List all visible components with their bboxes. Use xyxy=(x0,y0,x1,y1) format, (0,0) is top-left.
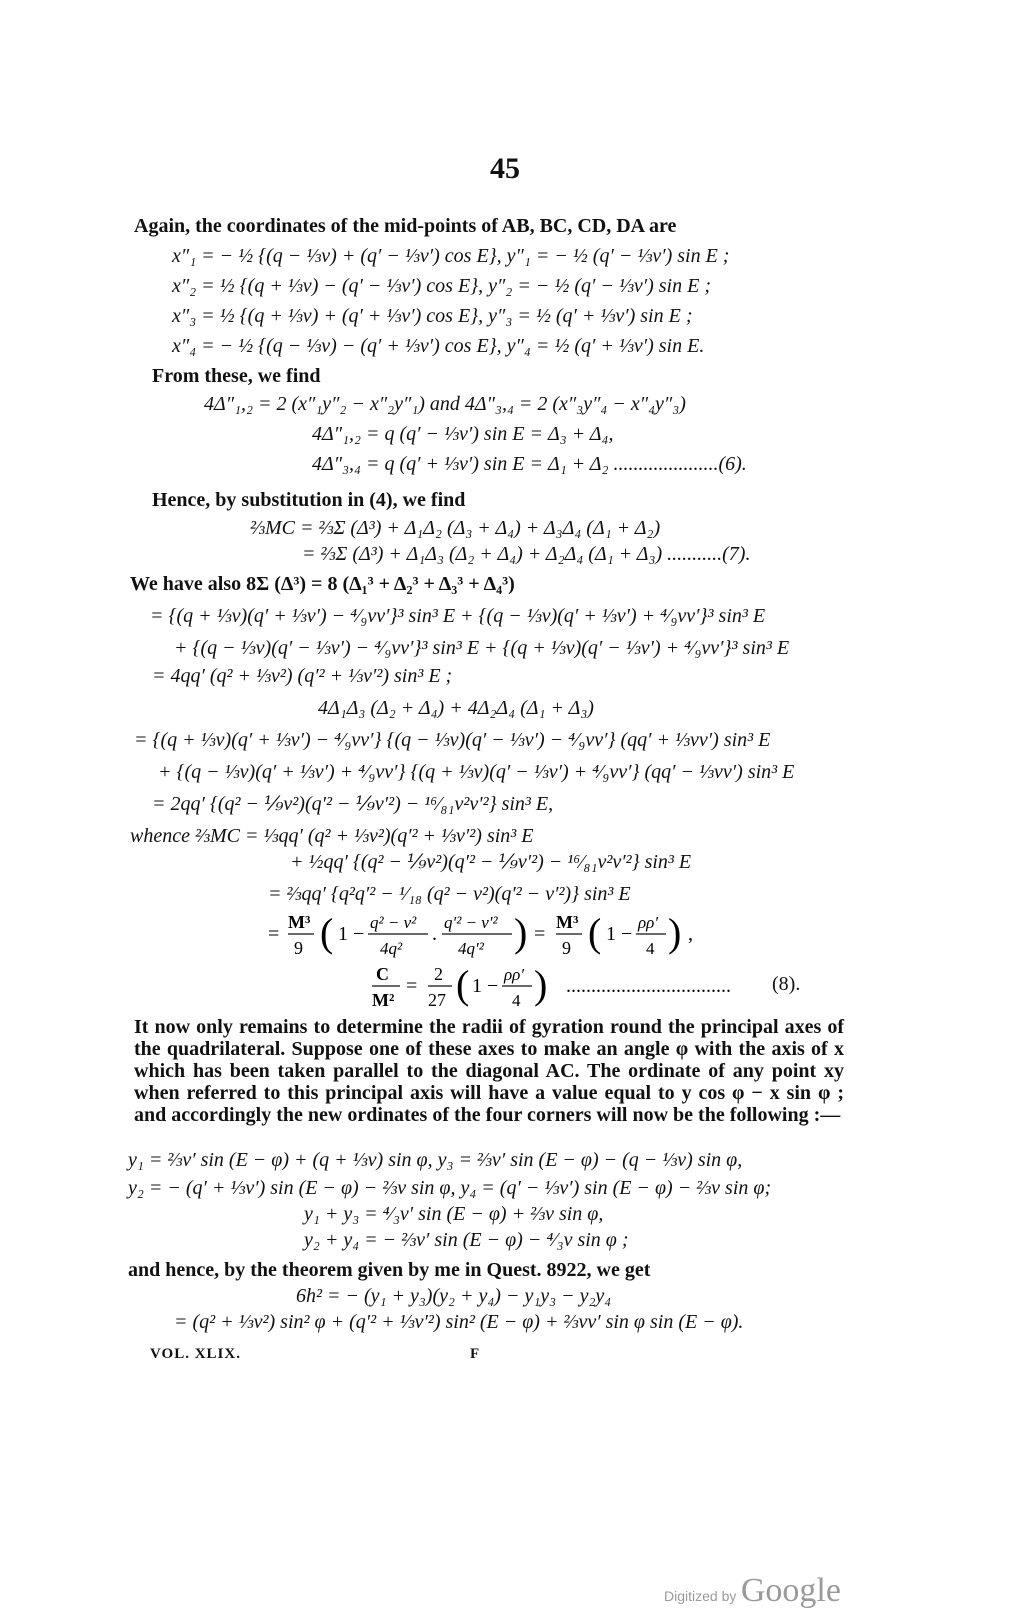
equation-line: 4Δ″₁,₂ = q (q′ − ⅓v′) sin E = Δ₃ + Δ₄, xyxy=(312,423,614,445)
den-27: 27 xyxy=(428,990,446,1010)
equation-line: y₁ = ⅔v′ sin (E − φ) + (q + ⅓v) sin φ, y₃ = ⅔v′ sin (E − φ) − (q − ⅓v) sin φ, xyxy=(128,1149,743,1171)
page-number: 45 xyxy=(490,152,520,185)
den-4: 4 xyxy=(646,939,655,958)
one-minus: 1 − xyxy=(338,923,365,945)
one-minus: 1 − xyxy=(472,975,499,997)
num-2: 2 xyxy=(434,964,443,984)
equation-number: (8). xyxy=(772,973,801,995)
text-line: We have also 8Σ (Δ³) = 8 (Δ₁³ + Δ₂³ + Δ₃³ + Δ₄³) xyxy=(130,573,515,595)
left-paren: ( xyxy=(588,910,602,955)
equation-line: x″₁ = − ½ {(q − ⅓v) + (q′ − ⅓v′) cos E}, y″₁ = − ½ (q′ − ⅓v′) sin E ; xyxy=(172,245,730,267)
equation-line: = {(q + ⅓v)(q′ + ⅓v′) − ⁴⁄₉vv′} {(q − ⅓v)(q′ − ⅓v′) − ⁴⁄₉vv′} (qq′ + ⅓vv′) sin³ E xyxy=(134,729,771,751)
fraction-svg xyxy=(268,908,708,960)
left-paren: ( xyxy=(456,962,470,1007)
equals-sign: = xyxy=(268,923,280,945)
right-paren: ) xyxy=(514,910,528,955)
equation-line: x″₄ = − ½ {(q − ⅓v) − (q′ + ⅓v′) cos E}, y″₄ = ½ (q′ + ⅓v′) sin E. xyxy=(172,335,705,357)
fraction-svg xyxy=(372,960,812,1010)
signature-mark: F xyxy=(470,1346,481,1362)
text-line: From these, we find xyxy=(152,365,321,387)
num-rho: ρρ′ xyxy=(504,965,525,984)
numerator-m3: M³ xyxy=(556,912,579,932)
equation-line: = {(q + ⅓v)(q′ + ⅓v′) − ⁴⁄₉vv′}³ sin³ E + {(q − ⅓v)(q′ + ⅓v′) + ⁴⁄₉vv′}³ sin³ E xyxy=(150,605,766,627)
denominator-9: 9 xyxy=(562,938,571,958)
equation-line: = 2qq′ {(q² − ⅑v²)(q′² − ⅑v′²) − ¹⁶⁄₈₁v²v′²} sin³ E, xyxy=(152,793,554,815)
equation-line: whence ⅔MC = ⅓qq′ (q² + ⅓v²)(q′² + ⅓v′²) sin³ E xyxy=(130,825,534,847)
equation-line: 6h² = − (y₁ + y₃)(y₂ + y₄) − y₁y₃ − y₂y₄ xyxy=(296,1285,612,1307)
equation-line: + ½qq′ {(q² − ⅑v²)(q′² − ⅑v′²) − ¹⁶⁄₈₁v²v′²} sin³ E xyxy=(290,851,692,873)
left-paren: ( xyxy=(320,910,334,955)
equation-line: + {(q − ⅓v)(q′ − ⅓v′) − ⁴⁄₉vv′}³ sin³ E + {(q + ⅓v)(q′ − ⅓v′) + ⁴⁄₉vv′}³ sin³ E xyxy=(174,637,790,659)
text-line: Again, the coordinates of the mid-points of AB, BC, CD, DA are xyxy=(134,215,677,237)
equation-line: x″₂ = ½ {(q + ⅓v) − (q′ − ⅓v′) cos E}, y″₂ = − ½ (q′ − ⅓v′) sin E ; xyxy=(172,275,711,297)
equation-line: = 4qq′ (q² + ⅓v²) (q′² + ⅓v′²) sin³ E ; xyxy=(152,665,453,687)
num-c: C xyxy=(376,964,389,984)
fraction-equation xyxy=(268,908,708,960)
watermark-small-text: Digitized by xyxy=(664,1588,737,1604)
num-q2v2: q² − v² xyxy=(370,913,417,932)
watermark-logo-text: Google xyxy=(740,1572,841,1609)
comma: , xyxy=(688,923,693,945)
denominator-9: 9 xyxy=(294,938,303,958)
equation-line: y₁ + y₃ = ⁴⁄₃v′ sin (E − φ) + ⅔v sin φ, xyxy=(304,1203,604,1225)
equation-line: 4Δ″₃,₄ = q (q′ + ⅓v′) sin E = Δ₁ + Δ₂ .....................(6). xyxy=(312,453,747,475)
equation-line: = ⅔Σ (Δ³) + Δ₁Δ₃ (Δ₂ + Δ₄) + Δ₂Δ₄ (Δ₁ + Δ₃) ...........(7). xyxy=(302,543,751,565)
text-line: and hence, by the theorem given by me in Quest. 8922, we get xyxy=(128,1259,651,1281)
digitized-by-google-watermark xyxy=(664,1572,841,1610)
equation-line: + {(q − ⅓v)(q′ + ⅓v′) + ⁴⁄₉vv′} {(q + ⅓v)(q′ − ⅓v′) + ⁴⁄₉vv′} (qq′ − ⅓vv′) sin³ E xyxy=(158,761,795,783)
leader-dots: ................................. xyxy=(566,975,731,997)
dot: . xyxy=(432,923,437,945)
right-paren: ) xyxy=(534,962,548,1007)
one-minus: 1 − xyxy=(606,923,633,945)
equation-line: = ⅔qq′ {q²q′² − ¹⁄₁₈ (q² − v²)(q′² − v′²)} sin³ E xyxy=(268,883,631,905)
equation-line: x″₃ = ½ {(q + ⅓v) + (q′ + ⅓v′) cos E}, y″₃ = ½ (q′ + ⅓v′) sin E ; xyxy=(172,305,693,327)
den-4: 4 xyxy=(512,991,521,1010)
paragraph: It now only remains to determine the radii of gyration round the principal axes of the quadrilateral. Suppose one of these axes to make an angle φ with the axis of x which has been taken parallel to the diagonal AC. The ordinate of any point xy when referred to this principal axis will have a value equal to y cos φ − x sin φ ; and accordingly the new ordinates of the four corners will now be the following :— xyxy=(134,1016,844,1126)
num-qp2vp2: q′² − v′² xyxy=(444,913,498,932)
equation-line: y₂ = − (q′ + ⅓v′) sin (E − φ) − ⅔v sin φ, y₄ = (q′ − ⅓v′) sin (E − φ) − ⅔v sin φ; xyxy=(128,1177,772,1199)
num-rho: ρρ′ xyxy=(638,913,659,932)
equals-sign: = xyxy=(406,975,418,997)
den-4q2: 4q² xyxy=(380,939,403,958)
equation-line: 4Δ₁Δ₃ (Δ₂ + Δ₄) + 4Δ₂Δ₄ (Δ₁ + Δ₃) xyxy=(318,697,594,719)
equation-line: 4Δ″₁,₂ = 2 (x″₁y″₂ − x″₂y″₁) and 4Δ″₃,₄ = 2 (x″₃y″₄ − x″₄y″₃) xyxy=(204,393,686,415)
equation-line: y₂ + y₄ = − ⅔v′ sin (E − φ) − ⁴⁄₃v sin φ ; xyxy=(304,1229,629,1251)
volume-label: VOL. XLIX. xyxy=(150,1346,241,1362)
equals-sign: = xyxy=(534,923,546,945)
equation-line: ⅔MC = ⅔Σ (Δ³) + Δ₁Δ₂ (Δ₃ + Δ₄) + Δ₃Δ₄ (Δ₁ + Δ₂) xyxy=(250,517,661,539)
den-m2: M² xyxy=(372,990,395,1010)
numerator-m3: M³ xyxy=(288,912,311,932)
right-paren: ) xyxy=(668,910,682,955)
den-4qp2: 4q′² xyxy=(458,939,484,958)
text-line: Hence, by substitution in (4), we find xyxy=(152,489,466,511)
fraction-equation-8 xyxy=(372,960,812,1010)
equation-line: = (q² + ⅓v²) sin² φ + (q′² + ⅓v′²) sin² (E − φ) + ⅔vv′ sin φ sin (E − φ). xyxy=(174,1311,744,1333)
